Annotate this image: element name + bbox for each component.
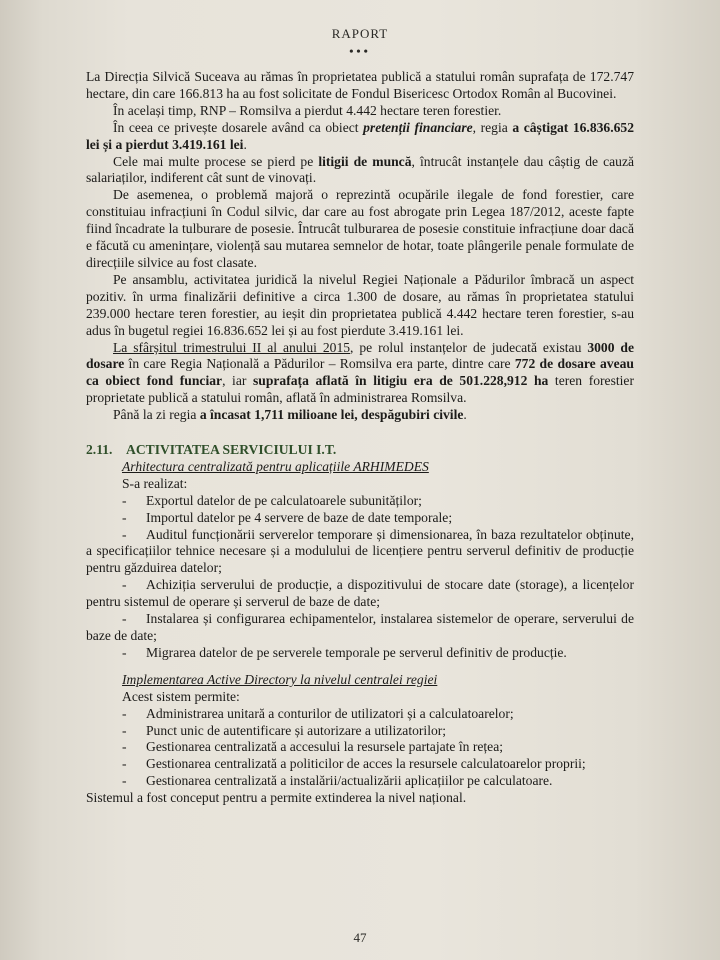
subsection-intro: S-a realizat:	[122, 475, 188, 491]
closing-sentence: Sistemul a fost conceput pentru a permite extinderea la nivel național.	[86, 790, 467, 806]
header-ornament: •••	[349, 44, 371, 58]
list-item: - Exportul datelor de pe calculatoarele subunităților;	[122, 492, 422, 508]
list-item: - Gestionarea centralizată a politicilor de acces la resursele calculatoarelor proprii;	[122, 756, 586, 772]
task-list	[86, 493, 634, 662]
list-item: - Administrarea unitară a conturilor de utilizatori și a calculatoarelor;	[122, 705, 514, 721]
list-item: - Auditul funcționării serverelor temporare și dimensionarea, în baza rezultatelor obținute, a specificațiilor tehnice necesare și a modulului de licențiere pentru serverul definitiv de producție pentru găzduirea datelor;	[86, 526, 634, 576]
paragraph: De asemenea, o problemă majoră o reprezintă ocupările ilegale de fond forestier, care constituiau infracțiuni în Codul silvic, dar care au fost abrogate prin Legea 187/2012, aceste fapte fiind încadrate la tulburare de posesie. Întrucât tulburarea de posesie constituie infracțiune doar dacă e făcută cu amenințare, violență sau mutarea semnelor de hotar, toate plângerile penale formulate de direcțiile silvice au fost clasate.	[86, 187, 634, 270]
list-item: - Achiziția serverului de producție, a dispozitivului de stocare date (storage), a licențelor pentru sistemul de operare și serverul de baze de date;	[86, 577, 634, 610]
subsection-intro: Acest sistem permite:	[122, 688, 240, 704]
paragraph: Cele mai multe procese se pierd pe litigii de muncă, întrucât instanțele dau câștig de cauză salariaților, indiferent cât sunt de vinovați.	[86, 153, 635, 186]
list-item: - Importul datelor pe 4 servere de baze de date temporale;	[122, 509, 453, 525]
section-title: ACTIVITATEA SERVICIULUI I.T.	[126, 442, 337, 458]
list-item: - Gestionarea centralizată a accesului la resursele partajate în rețea;	[122, 739, 504, 755]
paragraph: În ceea ce privește dosarele având ca obiect pretenții financiare, regia a câștigat 16.836.652 lei și a pierdut 3.419.161 lei.	[86, 119, 635, 152]
section-heading	[86, 442, 634, 459]
paragraph: Până la zi regia a încasat 1,711 milioane lei, despăgubiri civile.	[113, 407, 467, 423]
list-item: - Migrarea datelor de pe serverele temporale pe serverul definitiv de producție.	[122, 644, 567, 660]
page-number: 47	[353, 930, 367, 945]
section-number: 2.11.	[86, 442, 113, 458]
feature-list	[86, 706, 634, 791]
page-body	[86, 69, 634, 807]
paragraph: În același timp, RNP – Romsilva a pierdut 4.442 hectare teren forestier.	[113, 102, 502, 118]
header-title: RAPORT	[331, 26, 389, 41]
subsection-title: Implementarea Active Directory la nivelul centralei regiei	[122, 671, 438, 687]
paragraph: La Direcția Silvică Suceava au rămas în proprietatea publică a statului român suprafața de 172.747 hectare, din care 166.813 ha au fost solicitate de Fondul Bisericesc Ortodox Român al Bucovinei.	[86, 69, 634, 101]
paragraph: Pe ansamblu, activitatea juridică la nivelul Regiei Naționale a Pădurilor îmbracă un aspect pozitiv. în urma finalizării definitive a circa 1.300 de dosare, au rămas în proprietatea statului 239.000 hectare teren forestier, au ieșit din proprietatea publică 4.442 hectare teren forestier, s-au adus în bugetul regiei 16.836.652 lei și au fost pierdute 3.419.161 lei.	[86, 271, 634, 338]
list-item: - Gestionarea centralizată a instalării/actualizării aplicațiilor pe calculatoare.	[122, 773, 553, 789]
paragraph: La sfârșitul trimestrului II al anului 2015, pe rolul instanțelor de judecată existau 3000 de dosare în care Regia Națională a Pădurilor – Romsilva era parte, dintre care 772 de dosare aveau ca obiect fond funciar, iar suprafața aflată în litigiu era de 501.228,912 ha teren forestier proprietate publică a statului român, aflată în administrarea Romsilva.	[86, 339, 635, 406]
list-item: - Punct unic de autentificare și autorizare a utilizatorilor;	[122, 722, 447, 738]
list-item: - Instalarea și configurarea echipamentelor, instalarea sistemelor de operare, serverului de baze de date;	[86, 611, 634, 643]
subsection-title: Arhitectura centralizată pentru aplicațiile ARHIMEDES	[122, 458, 429, 474]
